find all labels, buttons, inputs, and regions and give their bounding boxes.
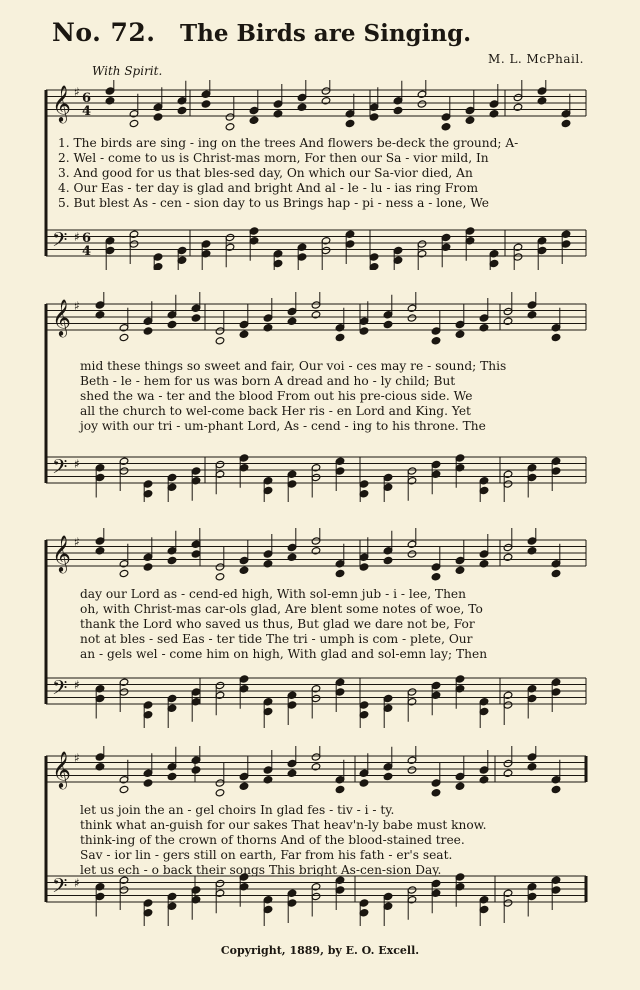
verse-4-line-2: all the church to wel-come back Her ris - en Lord and King. Yet	[80, 404, 471, 418]
verse-4-line-4: Sav - ior lin - gers still on earth, Far from his fath - er's seat.	[80, 848, 453, 862]
svg-text:♯: ♯	[74, 230, 80, 244]
svg-text:𝄢: 𝄢	[52, 676, 68, 704]
composer-credit: M. L. McPhail.	[488, 52, 584, 66]
svg-text:𝄞: 𝄞	[52, 750, 71, 788]
tempo-marking: With Spirit.	[92, 64, 163, 78]
svg-text:𝄞: 𝄞	[52, 84, 71, 122]
svg-text:𝄞: 𝄞	[52, 298, 71, 336]
svg-text:♯: ♯	[74, 299, 80, 313]
verse-5-line-2: joy with our tri - um-phant Lord, As - cend - ing to his throne. The	[80, 419, 486, 433]
verse-1-line-3: day our Lord as - cend-ed high, With sol-emn jub - i - lee, Then	[80, 587, 466, 601]
svg-text:♯: ♯	[74, 457, 80, 471]
verse-3-line-3: thank the Lord who saved us thus, But glad we dare not be, For	[80, 617, 475, 631]
verse-2-number: 2.	[58, 151, 70, 165]
svg-text:6: 6	[82, 231, 92, 246]
verse-1-line-2: mid these things so sweet and fair, Our voi - ces may re - sound; This	[80, 359, 507, 373]
verse-1-line-4: let us join the an - gel choirs In glad fes - tiv - i - ty.	[80, 803, 395, 817]
svg-text:𝄢: 𝄢	[52, 228, 68, 256]
svg-text:♯: ♯	[74, 751, 80, 765]
verse-2-line-3: oh, with Christ-mas car-ols glad, Are blent some notes of woe, To	[80, 602, 483, 616]
verse-2-line-4: think what an-guish for our sakes That heav'n-ly babe must know.	[80, 818, 487, 832]
svg-text:𝄢: 𝄢	[52, 455, 68, 483]
svg-text:♯: ♯	[74, 678, 80, 692]
verse-3-line-4: think-ing of the crown of thorns And of the blood-stained tree.	[80, 833, 465, 847]
svg-text:♯: ♯	[74, 535, 80, 549]
verse-4-line-3: not at bles - sed Eas - ter tide The tri - umph is com - plete, Our	[80, 632, 473, 646]
verse-2-line-2: Beth - le - hem for us was born A dread and ho - ly child; But	[80, 374, 456, 388]
svg-text:♯: ♯	[74, 85, 80, 99]
svg-text:♯: ♯	[74, 876, 80, 890]
svg-text:4: 4	[82, 104, 92, 119]
hymn-number: No. 72.	[52, 18, 156, 47]
verse-4-number: 4.	[58, 181, 70, 195]
hymn-title: The Birds are Singing.	[180, 20, 472, 47]
verse-4-line-1: Our Eas - ter day is glad and bright And al - le - lu - ias ring From	[73, 181, 479, 195]
svg-text:4: 4	[82, 244, 92, 259]
verse-2-line-1: Wel - come to us is Christ-mas morn, For then our Sa - vior mild, In	[73, 151, 489, 165]
verse-3-number: 3.	[58, 166, 70, 180]
verse-5-line-3: an - gels wel - come him on high, With glad and sol-emn lay; Then	[80, 647, 488, 661]
verse-1-number: 1.	[58, 136, 70, 150]
verse-1-line-1: The birds are sing - ing on the trees And flowers be-deck the ground; A-	[73, 136, 519, 150]
verse-3-line-2: shed the wa - ter and the blood From out his pre-cious side. We	[80, 389, 473, 403]
verse-3-line-1: And good for us that bles-sed day, On which our Sa-vior died, An	[73, 166, 473, 180]
verse-5-line-4: let us ech - o back their songs This bright As-cen-sion Day.	[80, 863, 442, 877]
verse-5-number: 5.	[58, 196, 70, 210]
copyright-notice: Copyright, 1889, by E. O. Excell.	[220, 944, 420, 957]
verse-5-line-1: But blest As - cen - sion day to us Brings hap - pi - ness a - lone, We	[73, 196, 490, 210]
svg-text:𝄢: 𝄢	[52, 874, 68, 902]
svg-text:𝄞: 𝄞	[52, 534, 71, 572]
svg-text:6: 6	[82, 91, 92, 106]
